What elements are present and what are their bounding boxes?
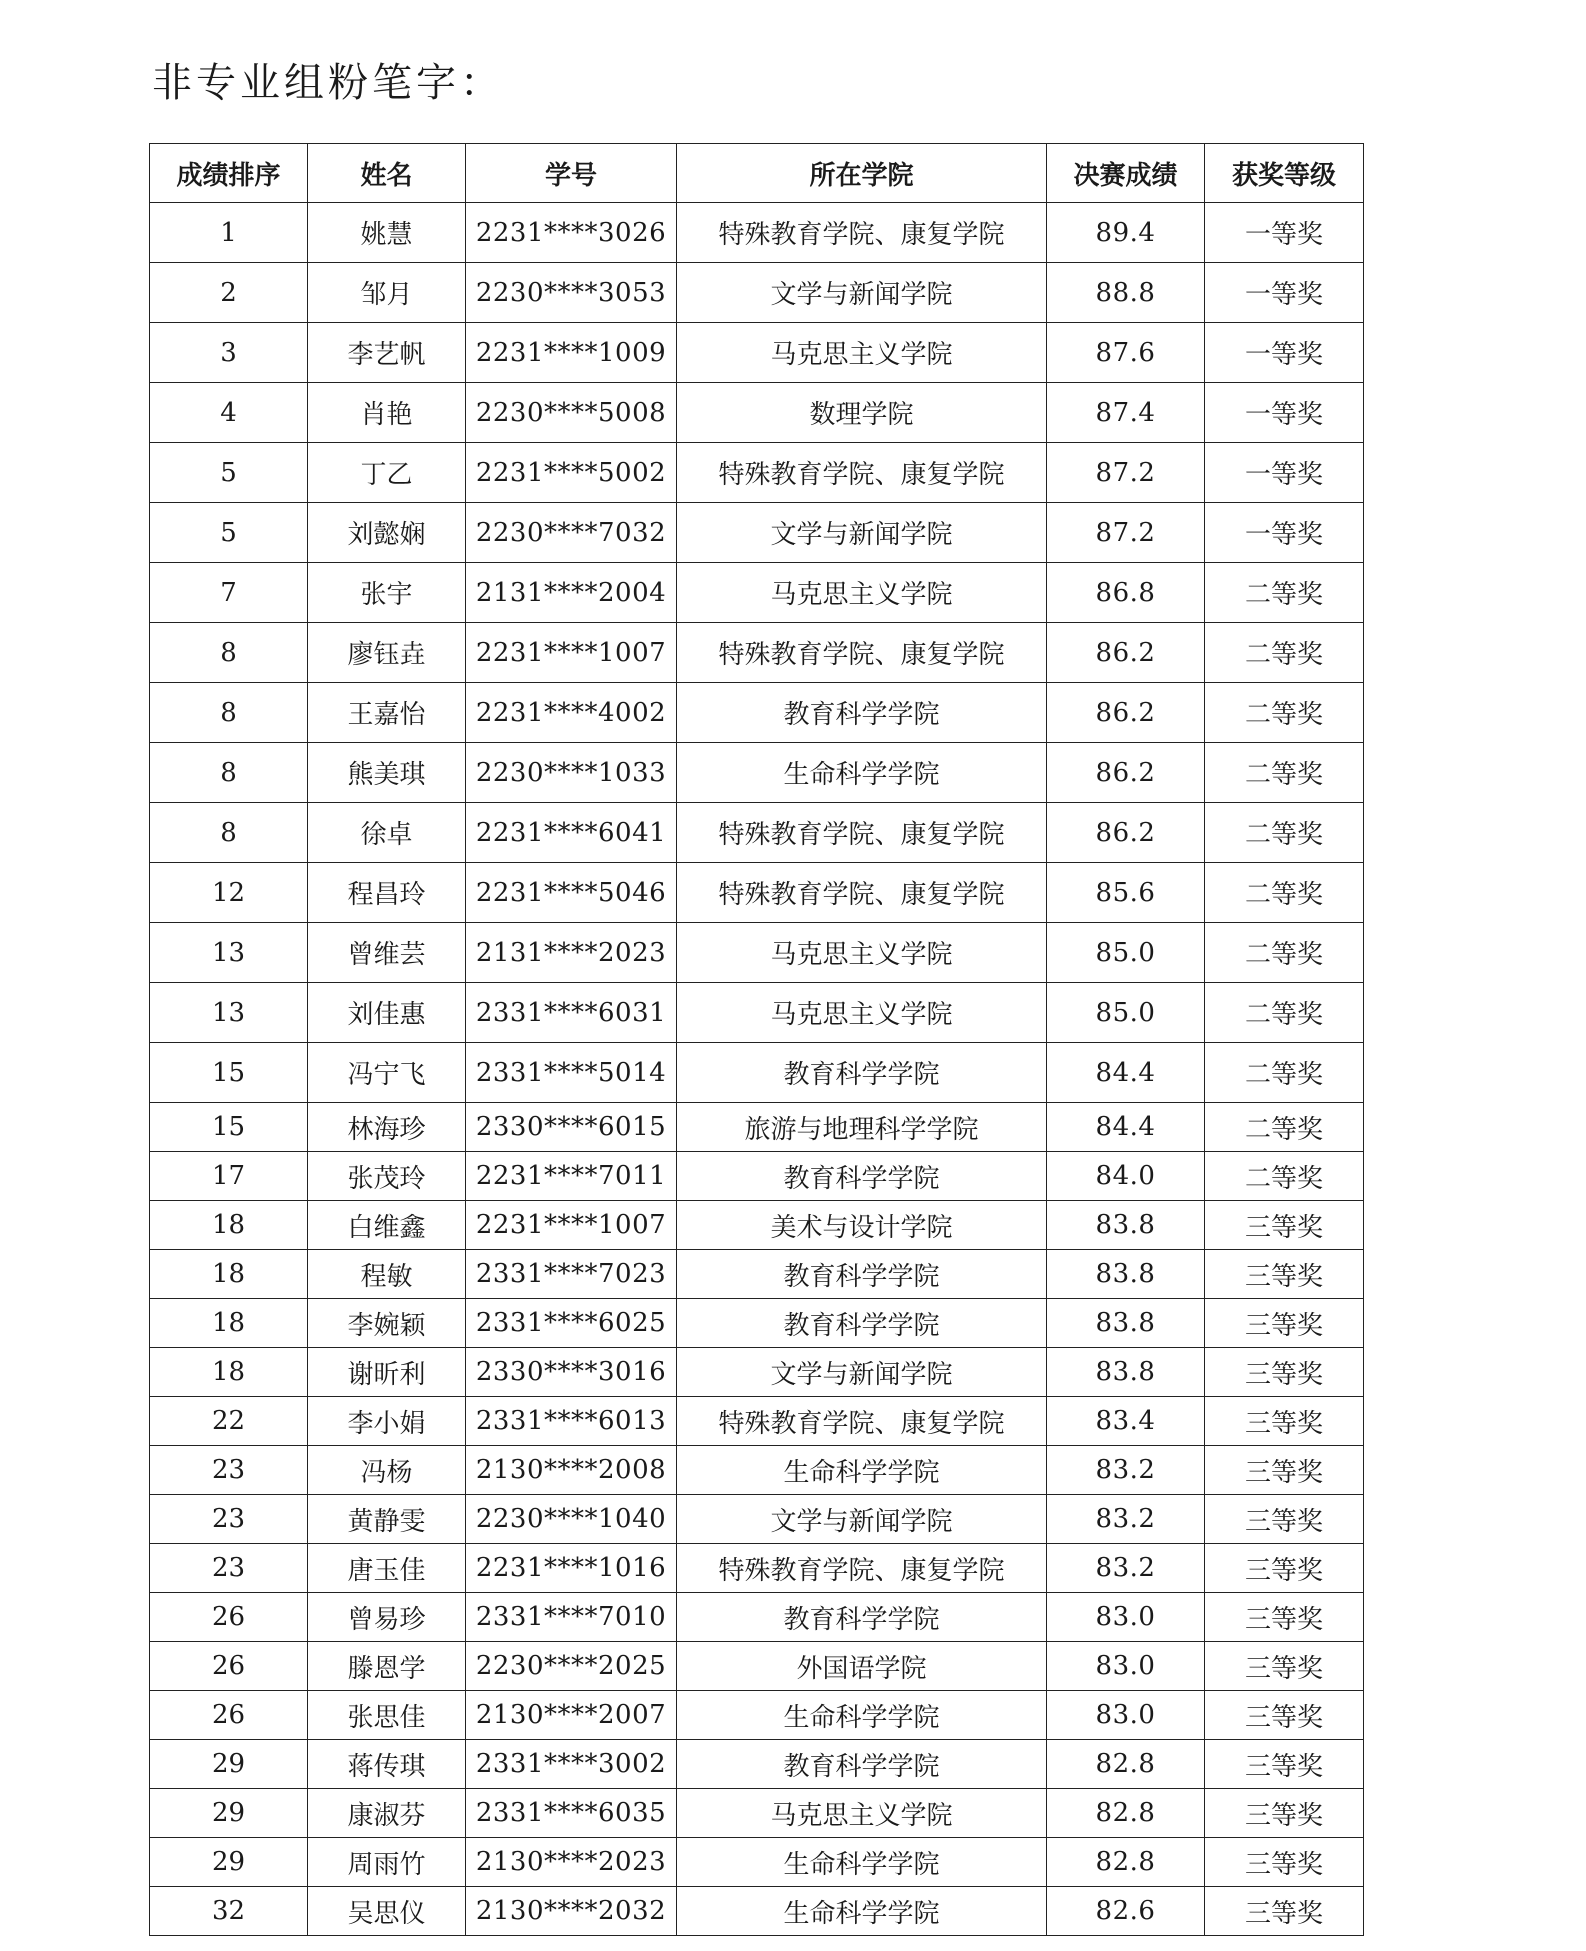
header-award-level: 获奖等级 <box>1205 144 1364 203</box>
table-row <box>150 1642 1364 1691</box>
cell-rank: 26 <box>150 1642 308 1691</box>
cell-college: 教育科学学院 <box>677 1152 1047 1201</box>
cell-award-level: 三等奖 <box>1205 1642 1364 1691</box>
cell-name: 冯杨 <box>308 1446 466 1495</box>
cell-name: 程昌玲 <box>308 863 466 923</box>
cell-final-score: 86.2 <box>1047 683 1205 743</box>
cell-college: 数理学院 <box>677 383 1047 443</box>
cell-award-level: 二等奖 <box>1205 983 1364 1043</box>
cell-rank: 26 <box>150 1691 308 1740</box>
cell-award-level: 三等奖 <box>1205 1299 1364 1348</box>
table-row <box>150 203 1364 263</box>
cell-college: 文学与新闻学院 <box>677 1348 1047 1397</box>
cell-award-level: 二等奖 <box>1205 1152 1364 1201</box>
table-row <box>150 1250 1364 1299</box>
cell-rank: 4 <box>150 383 308 443</box>
cell-student-id: 2230****1040 <box>466 1495 677 1544</box>
cell-final-score: 87.2 <box>1047 503 1205 563</box>
cell-name: 冯宁飞 <box>308 1043 466 1103</box>
cell-final-score: 83.2 <box>1047 1495 1205 1544</box>
table-row <box>150 443 1364 503</box>
cell-final-score: 86.2 <box>1047 803 1205 863</box>
cell-rank: 8 <box>150 803 308 863</box>
table-row <box>150 1348 1364 1397</box>
cell-name: 周雨竹 <box>308 1838 466 1887</box>
cell-student-id: 2330****6015 <box>466 1103 677 1152</box>
cell-student-id: 2130****2007 <box>466 1691 677 1740</box>
table-row <box>150 1740 1364 1789</box>
cell-name: 吴思仪 <box>308 1887 466 1936</box>
cell-college: 生命科学学院 <box>677 1838 1047 1887</box>
header-row <box>150 144 1364 203</box>
cell-student-id: 2230****3053 <box>466 263 677 323</box>
cell-student-id: 2231****5002 <box>466 443 677 503</box>
cell-college: 教育科学学院 <box>677 1740 1047 1789</box>
cell-student-id: 2131****2004 <box>466 563 677 623</box>
cell-student-id: 2231****1016 <box>466 1544 677 1593</box>
cell-final-score: 83.8 <box>1047 1348 1205 1397</box>
cell-college: 马克思主义学院 <box>677 983 1047 1043</box>
cell-college: 教育科学学院 <box>677 1593 1047 1642</box>
cell-award-level: 一等奖 <box>1205 383 1364 443</box>
cell-college: 教育科学学院 <box>677 1299 1047 1348</box>
cell-award-level: 二等奖 <box>1205 923 1364 983</box>
cell-name: 邹月 <box>308 263 466 323</box>
header-final-score: 决赛成绩 <box>1047 144 1205 203</box>
table-row <box>150 743 1364 803</box>
cell-student-id: 2331****5014 <box>466 1043 677 1103</box>
cell-name: 曾维芸 <box>308 923 466 983</box>
cell-rank: 23 <box>150 1544 308 1593</box>
cell-final-score: 83.8 <box>1047 1299 1205 1348</box>
cell-college: 特殊教育学院、康复学院 <box>677 1397 1047 1446</box>
cell-college: 文学与新闻学院 <box>677 263 1047 323</box>
cell-rank: 15 <box>150 1043 308 1103</box>
cell-rank: 18 <box>150 1201 308 1250</box>
cell-rank: 5 <box>150 443 308 503</box>
cell-name: 林海珍 <box>308 1103 466 1152</box>
cell-award-level: 三等奖 <box>1205 1495 1364 1544</box>
cell-name: 张茂玲 <box>308 1152 466 1201</box>
cell-college: 特殊教育学院、康复学院 <box>677 623 1047 683</box>
cell-award-level: 三等奖 <box>1205 1789 1364 1838</box>
table-row <box>150 1397 1364 1446</box>
cell-name: 刘佳惠 <box>308 983 466 1043</box>
cell-award-level: 二等奖 <box>1205 743 1364 803</box>
table-header <box>150 144 1364 203</box>
cell-name: 张宇 <box>308 563 466 623</box>
cell-rank: 18 <box>150 1299 308 1348</box>
cell-student-id: 2130****2032 <box>466 1887 677 1936</box>
cell-college: 生命科学学院 <box>677 1887 1047 1936</box>
cell-award-level: 三等奖 <box>1205 1446 1364 1495</box>
cell-rank: 18 <box>150 1250 308 1299</box>
table-row <box>150 983 1364 1043</box>
cell-rank: 32 <box>150 1887 308 1936</box>
cell-college: 马克思主义学院 <box>677 1789 1047 1838</box>
table-row <box>150 263 1364 323</box>
cell-college: 马克思主义学院 <box>677 323 1047 383</box>
cell-college: 生命科学学院 <box>677 1691 1047 1740</box>
table-row <box>150 1838 1364 1887</box>
cell-final-score: 83.0 <box>1047 1593 1205 1642</box>
cell-rank: 5 <box>150 503 308 563</box>
cell-student-id: 2230****7032 <box>466 503 677 563</box>
cell-final-score: 83.4 <box>1047 1397 1205 1446</box>
cell-award-level: 一等奖 <box>1205 203 1364 263</box>
table-row <box>150 563 1364 623</box>
cell-final-score: 86.2 <box>1047 743 1205 803</box>
cell-college: 教育科学学院 <box>677 1043 1047 1103</box>
cell-student-id: 2130****2008 <box>466 1446 677 1495</box>
table-row <box>150 623 1364 683</box>
cell-college: 文学与新闻学院 <box>677 1495 1047 1544</box>
cell-student-id: 2231****7011 <box>466 1152 677 1201</box>
cell-final-score: 85.0 <box>1047 923 1205 983</box>
cell-rank: 1 <box>150 203 308 263</box>
table-row <box>150 923 1364 983</box>
cell-rank: 8 <box>150 683 308 743</box>
cell-rank: 29 <box>150 1740 308 1789</box>
cell-rank: 8 <box>150 623 308 683</box>
cell-college: 特殊教育学院、康复学院 <box>677 863 1047 923</box>
cell-final-score: 83.0 <box>1047 1642 1205 1691</box>
cell-student-id: 2231****1009 <box>466 323 677 383</box>
table-row <box>150 1691 1364 1740</box>
cell-final-score: 82.6 <box>1047 1887 1205 1936</box>
cell-award-level: 二等奖 <box>1205 563 1364 623</box>
cell-rank: 29 <box>150 1789 308 1838</box>
cell-college: 马克思主义学院 <box>677 923 1047 983</box>
table-row <box>150 1495 1364 1544</box>
cell-rank: 13 <box>150 983 308 1043</box>
cell-rank: 8 <box>150 743 308 803</box>
cell-college: 生命科学学院 <box>677 1446 1047 1495</box>
cell-award-level: 三等奖 <box>1205 1593 1364 1642</box>
cell-final-score: 87.6 <box>1047 323 1205 383</box>
cell-student-id: 2231****1007 <box>466 623 677 683</box>
cell-rank: 12 <box>150 863 308 923</box>
cell-award-level: 三等奖 <box>1205 1201 1364 1250</box>
cell-award-level: 二等奖 <box>1205 1043 1364 1103</box>
cell-name: 廖钰垚 <box>308 623 466 683</box>
cell-final-score: 86.8 <box>1047 563 1205 623</box>
cell-college: 特殊教育学院、康复学院 <box>677 1544 1047 1593</box>
table-row <box>150 1043 1364 1103</box>
cell-student-id: 2231****3026 <box>466 203 677 263</box>
cell-name: 蒋传琪 <box>308 1740 466 1789</box>
cell-award-level: 一等奖 <box>1205 323 1364 383</box>
cell-student-id: 2331****6035 <box>466 1789 677 1838</box>
cell-final-score: 89.4 <box>1047 203 1205 263</box>
header-college: 所在学院 <box>677 144 1047 203</box>
table-row <box>150 1446 1364 1495</box>
cell-final-score: 83.0 <box>1047 1691 1205 1740</box>
cell-student-id: 2230****5008 <box>466 383 677 443</box>
cell-college: 旅游与地理科学学院 <box>677 1103 1047 1152</box>
cell-name: 李小娟 <box>308 1397 466 1446</box>
cell-student-id: 2230****2025 <box>466 1642 677 1691</box>
table-row <box>150 503 1364 563</box>
cell-rank: 7 <box>150 563 308 623</box>
cell-name: 肖艳 <box>308 383 466 443</box>
table-row <box>150 1593 1364 1642</box>
cell-award-level: 三等奖 <box>1205 1250 1364 1299</box>
table-row <box>150 1887 1364 1936</box>
cell-final-score: 84.0 <box>1047 1152 1205 1201</box>
table-row <box>150 1201 1364 1250</box>
cell-student-id: 2331****7023 <box>466 1250 677 1299</box>
cell-award-level: 三等奖 <box>1205 1544 1364 1593</box>
cell-student-id: 2331****3002 <box>466 1740 677 1789</box>
cell-rank: 23 <box>150 1495 308 1544</box>
cell-award-level: 三等奖 <box>1205 1740 1364 1789</box>
cell-college: 马克思主义学院 <box>677 563 1047 623</box>
cell-college: 特殊教育学院、康复学院 <box>677 443 1047 503</box>
cell-name: 白维鑫 <box>308 1201 466 1250</box>
cell-award-level: 二等奖 <box>1205 1103 1364 1152</box>
cell-rank: 13 <box>150 923 308 983</box>
cell-award-level: 三等奖 <box>1205 1838 1364 1887</box>
cell-award-level: 三等奖 <box>1205 1348 1364 1397</box>
cell-student-id: 2331****6025 <box>466 1299 677 1348</box>
cell-final-score: 84.4 <box>1047 1043 1205 1103</box>
cell-student-id: 2231****5046 <box>466 863 677 923</box>
cell-name: 张思佳 <box>308 1691 466 1740</box>
table-row <box>150 383 1364 443</box>
cell-rank: 18 <box>150 1348 308 1397</box>
table-row <box>150 803 1364 863</box>
cell-college: 特殊教育学院、康复学院 <box>677 203 1047 263</box>
cell-name: 程敏 <box>308 1250 466 1299</box>
cell-final-score: 87.2 <box>1047 443 1205 503</box>
cell-name: 熊美琪 <box>308 743 466 803</box>
cell-final-score: 83.8 <box>1047 1201 1205 1250</box>
cell-final-score: 86.2 <box>1047 623 1205 683</box>
cell-rank: 2 <box>150 263 308 323</box>
table-row <box>150 1789 1364 1838</box>
cell-college: 教育科学学院 <box>677 1250 1047 1299</box>
header-rank: 成绩排序 <box>150 144 308 203</box>
cell-award-level: 二等奖 <box>1205 863 1364 923</box>
cell-rank: 3 <box>150 323 308 383</box>
cell-final-score: 85.0 <box>1047 983 1205 1043</box>
cell-student-id: 2231****4002 <box>466 683 677 743</box>
cell-final-score: 87.4 <box>1047 383 1205 443</box>
cell-final-score: 83.2 <box>1047 1544 1205 1593</box>
cell-student-id: 2230****1033 <box>466 743 677 803</box>
cell-student-id: 2130****2023 <box>466 1838 677 1887</box>
cell-name: 康淑芬 <box>308 1789 466 1838</box>
cell-rank: 17 <box>150 1152 308 1201</box>
cell-award-level: 二等奖 <box>1205 803 1364 863</box>
table-row <box>150 863 1364 923</box>
cell-college: 美术与设计学院 <box>677 1201 1047 1250</box>
cell-college: 特殊教育学院、康复学院 <box>677 803 1047 863</box>
table-row <box>150 1544 1364 1593</box>
cell-award-level: 一等奖 <box>1205 503 1364 563</box>
table-row <box>150 1299 1364 1348</box>
cell-name: 刘懿娴 <box>308 503 466 563</box>
cell-college: 文学与新闻学院 <box>677 503 1047 563</box>
cell-award-level: 一等奖 <box>1205 443 1364 503</box>
cell-college: 外国语学院 <box>677 1642 1047 1691</box>
cell-rank: 29 <box>150 1838 308 1887</box>
cell-award-level: 三等奖 <box>1205 1887 1364 1936</box>
cell-rank: 23 <box>150 1446 308 1495</box>
results-table <box>149 143 1364 1936</box>
cell-final-score: 85.6 <box>1047 863 1205 923</box>
cell-award-level: 三等奖 <box>1205 1397 1364 1446</box>
cell-final-score: 82.8 <box>1047 1789 1205 1838</box>
cell-student-id: 2231****1007 <box>466 1201 677 1250</box>
cell-final-score: 82.8 <box>1047 1740 1205 1789</box>
table-row <box>150 1152 1364 1201</box>
cell-award-level: 三等奖 <box>1205 1691 1364 1740</box>
cell-final-score: 83.8 <box>1047 1250 1205 1299</box>
cell-rank: 22 <box>150 1397 308 1446</box>
cell-final-score: 84.4 <box>1047 1103 1205 1152</box>
cell-student-id: 2131****2023 <box>466 923 677 983</box>
cell-name: 姚慧 <box>308 203 466 263</box>
cell-student-id: 2331****6031 <box>466 983 677 1043</box>
table-row <box>150 323 1364 383</box>
cell-name: 唐玉佳 <box>308 1544 466 1593</box>
cell-rank: 26 <box>150 1593 308 1642</box>
cell-name: 丁乙 <box>308 443 466 503</box>
cell-name: 徐卓 <box>308 803 466 863</box>
cell-award-level: 二等奖 <box>1205 623 1364 683</box>
cell-college: 教育科学学院 <box>677 683 1047 743</box>
table-body <box>150 203 1364 1936</box>
cell-name: 滕恩学 <box>308 1642 466 1691</box>
cell-rank: 15 <box>150 1103 308 1152</box>
cell-final-score: 88.8 <box>1047 263 1205 323</box>
cell-college: 生命科学学院 <box>677 743 1047 803</box>
cell-student-id: 2231****6041 <box>466 803 677 863</box>
cell-name: 李婉颖 <box>308 1299 466 1348</box>
cell-final-score: 82.8 <box>1047 1838 1205 1887</box>
cell-name: 李艺帆 <box>308 323 466 383</box>
cell-student-id: 2330****3016 <box>466 1348 677 1397</box>
header-name: 姓名 <box>308 144 466 203</box>
cell-award-level: 二等奖 <box>1205 683 1364 743</box>
table-row <box>150 683 1364 743</box>
cell-final-score: 83.2 <box>1047 1446 1205 1495</box>
cell-student-id: 2331****7010 <box>466 1593 677 1642</box>
cell-name: 王嘉怡 <box>308 683 466 743</box>
cell-name: 谢昕利 <box>308 1348 466 1397</box>
table-row <box>150 1103 1364 1152</box>
cell-award-level: 一等奖 <box>1205 263 1364 323</box>
cell-student-id: 2331****6013 <box>466 1397 677 1446</box>
cell-name: 曾易珍 <box>308 1593 466 1642</box>
page-title: 非专业组粉笔字： <box>152 60 504 106</box>
header-student-id: 学号 <box>466 144 677 203</box>
cell-name: 黄静雯 <box>308 1495 466 1544</box>
